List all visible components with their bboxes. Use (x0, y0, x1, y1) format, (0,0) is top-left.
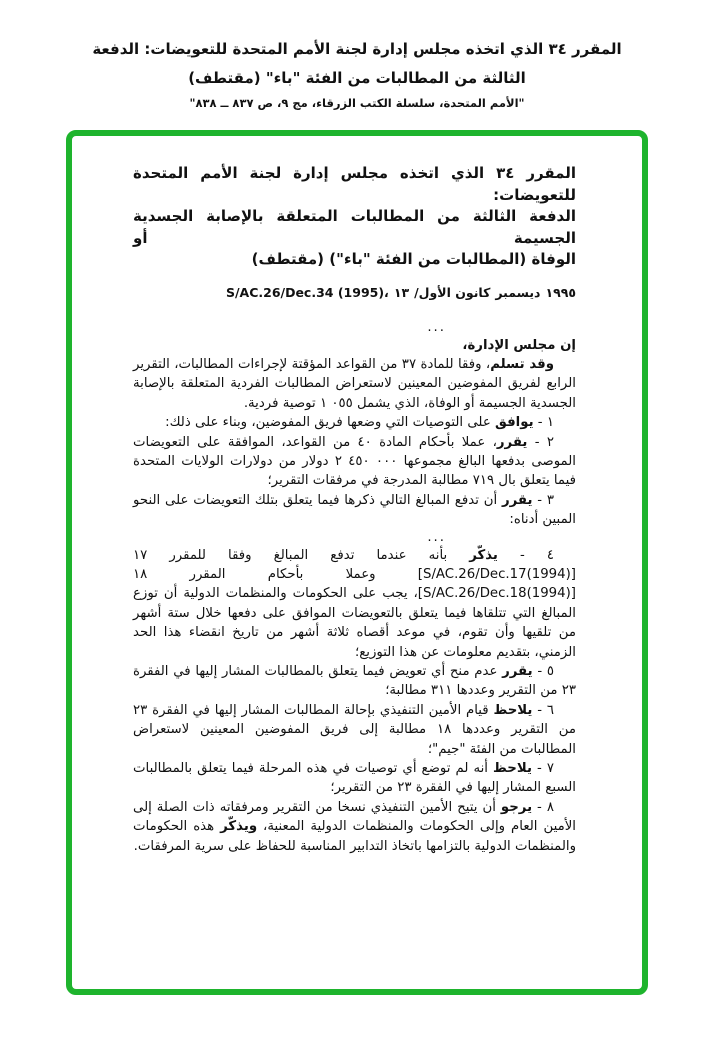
symbol-line-token: كانون الأول/ (414, 284, 491, 300)
symbol-line-token: ديسمبر (495, 284, 541, 300)
paragraph-7 (133, 546, 576, 662)
decision-title (133, 163, 576, 271)
decision-title-line-2: الدفعة الثالثة من المطالبات المتعلقة بالإصابة الجسدية الجسيمة أو (133, 207, 576, 247)
paragraph-9 (133, 701, 576, 759)
document-symbol-line (133, 285, 576, 300)
salutation (133, 336, 576, 355)
paragraph-text: ٨ - (532, 799, 554, 815)
paragraph-8 (133, 662, 576, 701)
paragraph-text: ، وفقا للمادة ٣٧ من القواعد المؤقتة لإجراءات المطالبات، التقرير الرابع لفريق المفوضين المعينين لاستعراض المطالبات الفردية المتعلقة بالإصابة الجسدية الجسيمة أو الوفاة، الذي يشمل ١ ٠٥٥ توصية فردية. (133, 356, 576, 411)
decision-content (72, 136, 642, 856)
paragraph-text: ، عملا بأحكام المادة ٤٠ من القواعد، الموافقة على التعويضات الموصى بدفعها البالغ مجموعها ٢ ٤٥٠ ٠٠٠ دولار من دولارات الولايات المتحدة فيما يتعلق بال ٧١٩ مطالبة المدرجة في مرفقات التقرير؛ (133, 434, 576, 489)
paragraph-text: ١ - (533, 415, 554, 431)
ellipsis-marker: ... (427, 319, 446, 335)
paragraph-text: ٣ - (532, 492, 554, 508)
paragraph-5 (133, 491, 576, 530)
paragraph-text: هذه الحكومات والمنظمات الدولية بالتزامها باتخاذ التدابير المناسبة للحفاظ على سرية المرفقات. (133, 819, 576, 854)
paragraph-2 (133, 355, 576, 413)
paragraph-10 (133, 759, 576, 798)
paragraph-text: قيام الأمين التنفيذي بإحالة المطالبات المشار إليها في الفقرة ٢٣ من التقرير وعددها ١٨ مطالبة إلى فريق المفوضين المعينين لاستعراض المطالبات من الفئة "جيم"؛ (133, 702, 576, 757)
paragraph-text: عدم منح أي تعويض فيما يتعلق بالمطالبات المشار إليها في الفقرة ٢٣ من التقرير وعددها ٣١١ مطالبة؛ (133, 664, 576, 699)
decision-body (133, 320, 576, 857)
paragraph-3 (133, 413, 576, 432)
operative-verb: يقرر (496, 434, 528, 450)
ellipsis-marker: ... (427, 529, 446, 545)
symbol-line-token: ١٩٩٥ (545, 284, 576, 300)
operative-verb: يلاحظ (493, 702, 533, 718)
operative-verb: يرجو (500, 799, 533, 815)
highlight-box (66, 130, 648, 995)
operative-verb: يقرر (502, 664, 533, 679)
operative-verb: يوافق (494, 415, 534, 431)
decision-title-line-3: الوفاة (المطالبات من الفئة "باء") (مقتطف) (251, 250, 576, 268)
operative-verb: وقد تسلم (490, 356, 555, 372)
paragraph-11 (133, 798, 576, 856)
paragraph-text: أن يتيح الأمين التنفيذي نسخا من التقرير ومرفقاته ذات الصلة إلى الأمين العام وإلى الحكومات والمنظمات الدولية المعنية، (133, 799, 576, 835)
header-title-line-2: الثالثة من المطالبات من الفئة "باء" (مقتطف) (188, 69, 526, 87)
paragraph-4 (133, 433, 576, 491)
symbol-line-token: ١٣ (393, 284, 410, 300)
paragraph-text: أنه لم توضع أي توصيات في هذه المرحلة فيما يتعلق بالمطالبات السبع المشار إليها في الفقرة ٢٣ من التقرير؛ (133, 761, 576, 796)
operative-verb: يقرر (501, 492, 533, 508)
operative-verb: إن مجلس الإدارة، (462, 337, 576, 353)
paragraph-text: ٧ - (531, 761, 554, 777)
header-source-citation: "الأمم المتحدة، سلسلة الكتب الزرقاء، مج ٩، ص ٨٣٧ ــ ٨٣٨" (189, 96, 525, 110)
decision-title-line-1: المقرر ٣٤ الذي اتخذه مجلس إدارة لجنة الأمم المتحدة للتعويضات: (133, 164, 576, 204)
paragraph-text: أن تدفع المبالغ التالي ذكرها فيما يتعلق بتلك التعويضات على النحو المبين أدناه: (133, 492, 576, 528)
paragraph-text: ٥ - (532, 664, 554, 679)
header-title-line-1: المقرر ٣٤ الذي اتخذه مجلس إدارة لجنة الأمم المتحدة للتعويضات: الدفعة (92, 40, 622, 58)
paragraph-text: على التوصيات التي وضعها فريق المفوضين، وبناء على ذلك: (165, 415, 495, 431)
operative-verb: يذكّر (469, 547, 498, 563)
operative-verb: ويذكّر (220, 819, 258, 835)
paragraph-text: ٢ - (527, 434, 554, 450)
paragraph-text: ٦ - (532, 702, 554, 718)
paragraph-text: بأنه عندما تدفع المبالغ وفقا للمقرر ١٧ [S/AC.26/Dec.17(1994)] وعملا بأحكام المقرر ١٨ [S/AC.26/Dec.18(1994)]، يجب على الحكومات والمنظمات الدولية أن توزع المبالغ التي تتلقاها فيما يتعلق بالتعويضات الموافق على دفعها خلال ستة أشهر من تلقيها وأن تقوم، في موعد أقصاه ثلاثة أشهر من تاريخ انقضاء هذا الحد الزمني، بتقديم معلومات عن هذا التوزيع؛ (133, 547, 576, 660)
operative-verb: يلاحظ (493, 761, 532, 777)
symbol-line-token: S/AC.26/Dec.34 (1995)، (225, 284, 389, 300)
paragraph-text: ٤ - (497, 547, 554, 563)
document-header (0, 0, 714, 110)
